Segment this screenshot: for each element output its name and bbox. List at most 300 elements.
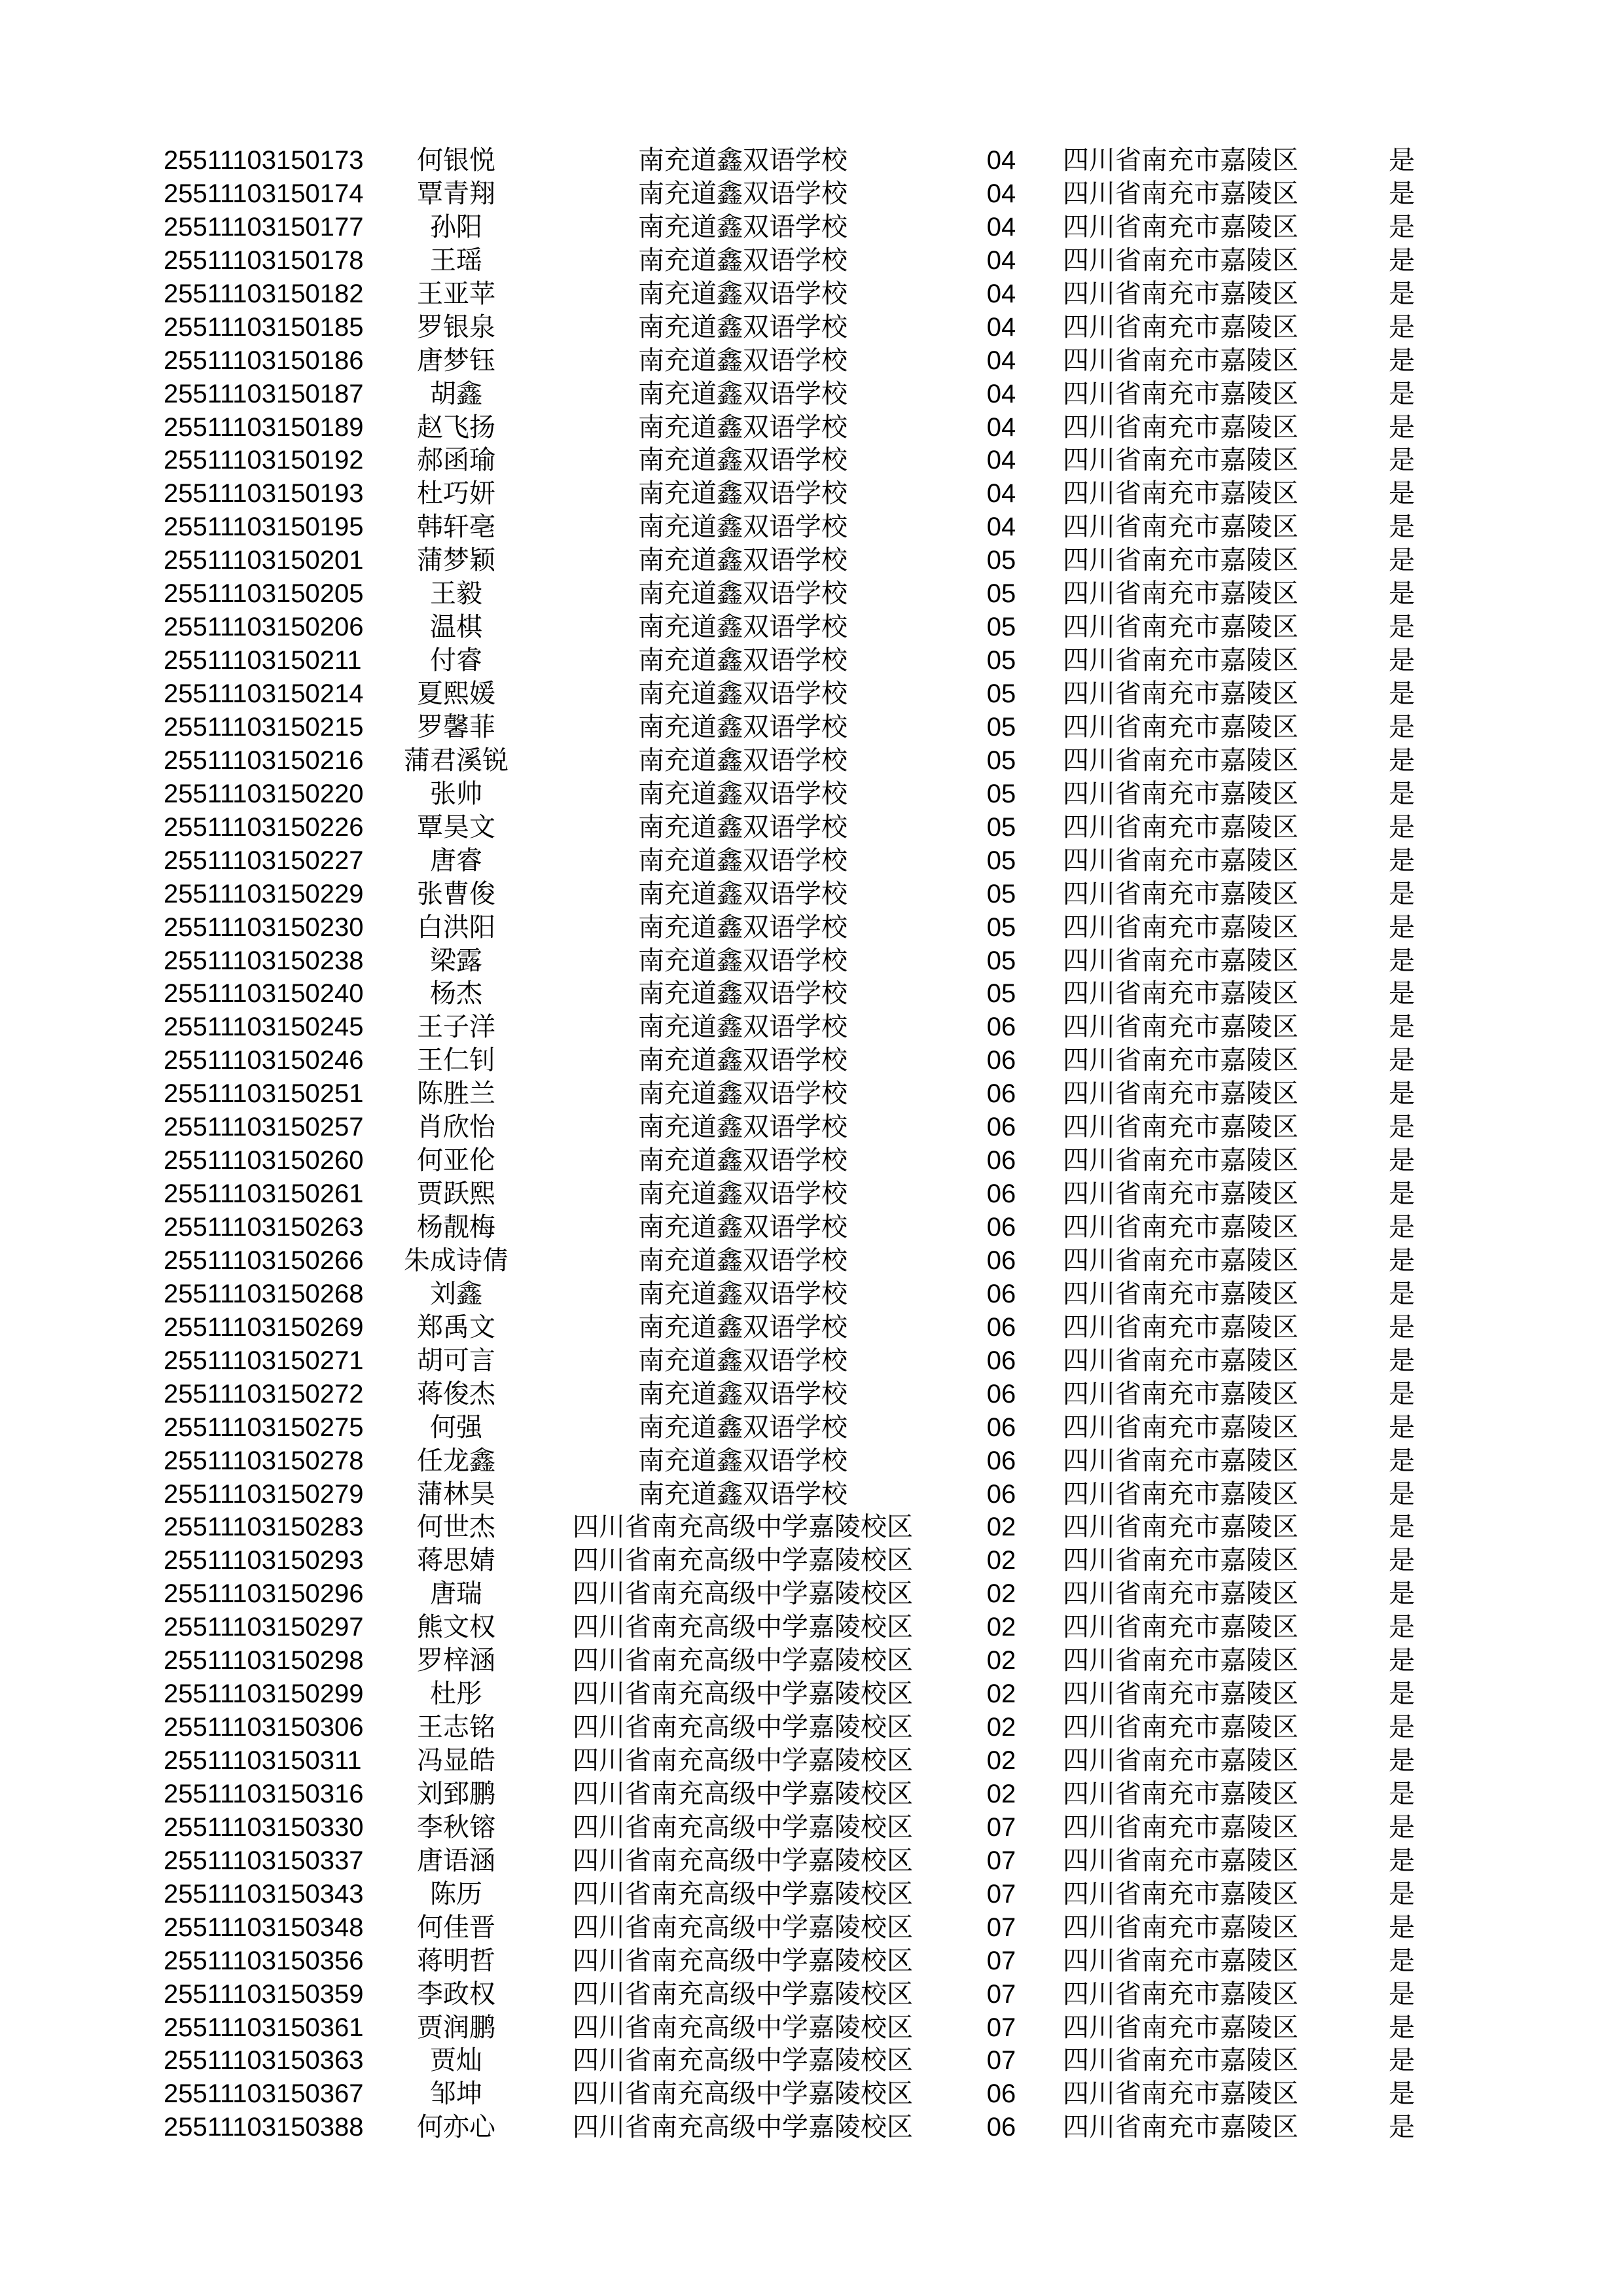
student-list-table [0, 144, 1623, 2144]
student-id: 25511103150174 [164, 179, 364, 208]
student-id: 25511103150226 [164, 812, 364, 842]
table-row [0, 811, 1623, 844]
table-row [0, 2111, 1623, 2144]
eligibility-flag: 是 [1389, 312, 1415, 342]
region: 四川省南充市嘉陵区 [1063, 1346, 1298, 1375]
student-name: 贾跃熙 [417, 1179, 495, 1209]
eligibility-flag: 是 [1389, 1312, 1415, 1342]
region: 四川省南充市嘉陵区 [1063, 1979, 1298, 2009]
grade-code: 04 [986, 446, 1016, 475]
grade-code: 06 [986, 1046, 1016, 1075]
student-id: 25511103150388 [164, 2113, 364, 2142]
student-name: 韩轩亳 [417, 512, 495, 542]
school-name: 南充道鑫双语学校 [638, 479, 847, 509]
student-name: 郝函瑜 [417, 446, 495, 475]
eligibility-flag: 是 [1389, 745, 1415, 775]
school-name: 南充道鑫双语学校 [638, 1412, 847, 1442]
school-name: 南充道鑫双语学校 [638, 146, 847, 175]
table-row [0, 544, 1623, 577]
eligibility-flag: 是 [1389, 712, 1415, 742]
student-id: 25511103150215 [164, 712, 364, 742]
student-id: 25511103150283 [164, 1513, 364, 1542]
student-name: 何世杰 [417, 1513, 495, 1542]
school-name: 四川省南充高级中学嘉陵校区 [573, 1846, 913, 1875]
table-row [0, 611, 1623, 644]
grade-code: 06 [986, 2079, 1016, 2109]
student-id: 25511103150246 [164, 1046, 364, 1075]
eligibility-flag: 是 [1389, 2079, 1415, 2109]
region: 四川省南充市嘉陵区 [1063, 1679, 1298, 1709]
table-row [0, 711, 1623, 744]
student-id: 25511103150269 [164, 1312, 364, 1342]
student-name: 王志铭 [417, 1713, 495, 1742]
student-name: 李政权 [417, 1979, 495, 2009]
student-id: 25511103150263 [164, 1213, 364, 1242]
table-row [0, 144, 1623, 177]
table-row [0, 1978, 1623, 2011]
school-name: 南充道鑫双语学校 [638, 245, 847, 275]
table-row [0, 644, 1623, 677]
eligibility-flag: 是 [1389, 2013, 1415, 2042]
eligibility-flag: 是 [1389, 812, 1415, 842]
eligibility-flag: 是 [1389, 546, 1415, 575]
region: 四川省南充市嘉陵区 [1063, 1546, 1298, 1575]
eligibility-flag: 是 [1389, 1846, 1415, 1875]
table-row [0, 244, 1623, 278]
grade-code: 06 [986, 1146, 1016, 1175]
region: 四川省南充市嘉陵区 [1063, 1846, 1298, 1875]
school-name: 南充道鑫双语学校 [638, 679, 847, 708]
eligibility-flag: 是 [1389, 1146, 1415, 1175]
table-row [0, 1711, 1623, 1744]
grade-code: 06 [986, 1479, 1016, 1509]
region: 四川省南充市嘉陵区 [1063, 1479, 1298, 1509]
student-id: 25511103150185 [164, 312, 364, 342]
table-row [0, 911, 1623, 944]
eligibility-flag: 是 [1389, 1279, 1415, 1308]
region: 四川省南充市嘉陵区 [1063, 412, 1298, 442]
student-name: 李秋镕 [417, 1812, 495, 1842]
table-row [0, 1811, 1623, 1844]
region: 四川省南充市嘉陵区 [1063, 546, 1298, 575]
student-id: 25511103150293 [164, 1546, 364, 1575]
eligibility-flag: 是 [1389, 1646, 1415, 1676]
school-name: 南充道鑫双语学校 [638, 946, 847, 975]
student-id: 25511103150260 [164, 1146, 364, 1175]
grade-code: 05 [986, 912, 1016, 942]
school-name: 四川省南充高级中学嘉陵校区 [573, 1513, 913, 1542]
school-name: 南充道鑫双语学校 [638, 1013, 847, 1042]
region: 四川省南充市嘉陵区 [1063, 613, 1298, 642]
region: 四川省南充市嘉陵区 [1063, 879, 1298, 908]
student-name: 唐语涵 [417, 1846, 495, 1875]
school-name: 南充道鑫双语学校 [638, 1279, 847, 1308]
region: 四川省南充市嘉陵区 [1063, 479, 1298, 509]
region: 四川省南充市嘉陵区 [1063, 245, 1298, 275]
grade-code: 05 [986, 646, 1016, 675]
region: 四川省南充市嘉陵区 [1063, 512, 1298, 542]
grade-code: 05 [986, 613, 1016, 642]
region: 四川省南充市嘉陵区 [1063, 1246, 1298, 1275]
student-name: 覃青翔 [417, 179, 495, 208]
student-id: 25511103150189 [164, 412, 364, 442]
student-name: 唐瑞 [430, 1579, 482, 1609]
table-row [0, 778, 1623, 811]
region: 四川省南充市嘉陵区 [1063, 379, 1298, 408]
eligibility-flag: 是 [1389, 1013, 1415, 1042]
school-name: 四川省南充高级中学嘉陵校区 [573, 2113, 913, 2142]
table-row [0, 878, 1623, 911]
student-id: 25511103150330 [164, 1812, 364, 1842]
student-name: 何佳晋 [417, 1912, 495, 1942]
grade-code: 05 [986, 946, 1016, 975]
student-id: 25511103150240 [164, 979, 364, 1009]
eligibility-flag: 是 [1389, 346, 1415, 375]
grade-code: 02 [986, 1746, 1016, 1775]
student-name: 邹坤 [430, 2079, 482, 2109]
student-id: 25511103150220 [164, 779, 364, 808]
student-id: 25511103150297 [164, 1613, 364, 1642]
grade-code: 04 [986, 412, 1016, 442]
table-row [0, 411, 1623, 444]
eligibility-flag: 是 [1389, 1513, 1415, 1542]
student-name: 罗馨菲 [417, 712, 495, 742]
table-row [0, 278, 1623, 311]
table-row [0, 1044, 1623, 1077]
school-name: 南充道鑫双语学校 [638, 312, 847, 342]
eligibility-flag: 是 [1389, 1379, 1415, 1408]
school-name: 南充道鑫双语学校 [638, 279, 847, 308]
table-row [0, 744, 1623, 778]
student-id: 25511103150299 [164, 1679, 364, 1709]
eligibility-flag: 是 [1389, 479, 1415, 509]
grade-code: 07 [986, 1879, 1016, 1909]
student-id: 25511103150238 [164, 946, 364, 975]
student-id: 25511103150245 [164, 1013, 364, 1042]
school-name: 四川省南充高级中学嘉陵校区 [573, 2013, 913, 2042]
eligibility-flag: 是 [1389, 1213, 1415, 1242]
eligibility-flag: 是 [1389, 245, 1415, 275]
table-row [0, 844, 1623, 878]
school-name: 四川省南充高级中学嘉陵校区 [573, 2046, 913, 2075]
grade-code: 04 [986, 279, 1016, 308]
school-name: 南充道鑫双语学校 [638, 346, 847, 375]
grade-code: 05 [986, 712, 1016, 742]
grade-code: 06 [986, 1113, 1016, 1142]
grade-code: 05 [986, 546, 1016, 575]
table-row [0, 1544, 1623, 1577]
student-id: 25511103150182 [164, 279, 364, 308]
region: 四川省南充市嘉陵区 [1063, 712, 1298, 742]
student-name: 刘鑫 [430, 1279, 482, 1308]
table-row [0, 1611, 1623, 1644]
student-id: 25511103150177 [164, 212, 364, 242]
region: 四川省南充市嘉陵区 [1063, 1713, 1298, 1742]
region: 四川省南充市嘉陵区 [1063, 1013, 1298, 1042]
eligibility-flag: 是 [1389, 1046, 1415, 1075]
student-id: 25511103150261 [164, 1179, 364, 1209]
region: 四川省南充市嘉陵区 [1063, 2046, 1298, 2075]
student-name: 杨杰 [430, 979, 482, 1009]
student-name: 夏熙媛 [417, 679, 495, 708]
region: 四川省南充市嘉陵区 [1063, 1179, 1298, 1209]
student-id: 25511103150216 [164, 745, 364, 775]
table-row [0, 177, 1623, 211]
grade-code: 04 [986, 379, 1016, 408]
student-name: 覃昊文 [417, 812, 495, 842]
region: 四川省南充市嘉陵区 [1063, 679, 1298, 708]
grade-code: 05 [986, 812, 1016, 842]
student-id: 25511103150279 [164, 1479, 364, 1509]
student-name: 熊文权 [417, 1613, 495, 1642]
student-id: 25511103150186 [164, 346, 364, 375]
student-id: 25511103150230 [164, 912, 364, 942]
region: 四川省南充市嘉陵区 [1063, 2013, 1298, 2042]
grade-code: 02 [986, 1513, 1016, 1542]
table-row [0, 1444, 1623, 1478]
grade-code: 05 [986, 979, 1016, 1009]
region: 四川省南充市嘉陵区 [1063, 1613, 1298, 1642]
grade-code: 06 [986, 1346, 1016, 1375]
eligibility-flag: 是 [1389, 446, 1415, 475]
school-name: 南充道鑫双语学校 [638, 1312, 847, 1342]
student-name: 冯显皓 [417, 1746, 495, 1775]
table-row [0, 1077, 1623, 1111]
student-id: 25511103150356 [164, 1946, 364, 1975]
eligibility-flag: 是 [1389, 1946, 1415, 1975]
grade-code: 05 [986, 579, 1016, 609]
student-name: 朱成诗倩 [404, 1246, 508, 1275]
school-name: 南充道鑫双语学校 [638, 812, 847, 842]
student-name: 何银悦 [417, 146, 495, 175]
student-id: 25511103150201 [164, 546, 364, 575]
table-row [0, 1945, 1623, 1978]
table-row [0, 677, 1623, 711]
region: 四川省南充市嘉陵区 [1063, 1879, 1298, 1909]
grade-code: 06 [986, 1446, 1016, 1475]
student-id: 25511103150268 [164, 1279, 364, 1308]
eligibility-flag: 是 [1389, 1912, 1415, 1942]
region: 四川省南充市嘉陵区 [1063, 1213, 1298, 1242]
region: 四川省南充市嘉陵区 [1063, 212, 1298, 242]
student-name: 何亦心 [417, 2113, 495, 2142]
school-name: 南充道鑫双语学校 [638, 179, 847, 208]
school-name: 南充道鑫双语学校 [638, 712, 847, 742]
grade-code: 07 [986, 1946, 1016, 1975]
school-name: 南充道鑫双语学校 [638, 379, 847, 408]
student-id: 25511103150306 [164, 1713, 364, 1742]
grade-code: 02 [986, 1646, 1016, 1676]
school-name: 南充道鑫双语学校 [638, 546, 847, 575]
table-row [0, 1677, 1623, 1711]
grade-code: 06 [986, 1379, 1016, 1408]
school-name: 南充道鑫双语学校 [638, 646, 847, 675]
table-row [0, 2044, 1623, 2077]
grade-code: 07 [986, 1846, 1016, 1875]
eligibility-flag: 是 [1389, 2046, 1415, 2075]
table-row [0, 944, 1623, 978]
student-name: 张帅 [430, 779, 482, 808]
school-name: 南充道鑫双语学校 [638, 1179, 847, 1209]
eligibility-flag: 是 [1389, 779, 1415, 808]
student-name: 何强 [430, 1412, 482, 1442]
eligibility-flag: 是 [1389, 1812, 1415, 1842]
student-name: 蒲梦颖 [417, 546, 495, 575]
student-name: 王瑶 [430, 245, 482, 275]
school-name: 南充道鑫双语学校 [638, 613, 847, 642]
school-name: 南充道鑫双语学校 [638, 1379, 847, 1408]
school-name: 南充道鑫双语学校 [638, 1246, 847, 1275]
region: 四川省南充市嘉陵区 [1063, 1579, 1298, 1609]
table-row [0, 577, 1623, 611]
student-id: 25511103150271 [164, 1346, 364, 1375]
grade-code: 07 [986, 2013, 1016, 2042]
student-id: 25511103150193 [164, 479, 364, 509]
student-name: 王毅 [430, 579, 482, 609]
grade-code: 06 [986, 1079, 1016, 1109]
student-id: 25511103150343 [164, 1879, 364, 1909]
eligibility-flag: 是 [1389, 946, 1415, 975]
student-id: 25511103150337 [164, 1846, 364, 1875]
school-name: 南充道鑫双语学校 [638, 1213, 847, 1242]
table-row [0, 1244, 1623, 1278]
grade-code: 04 [986, 312, 1016, 342]
student-name: 王子洋 [417, 1013, 495, 1042]
eligibility-flag: 是 [1389, 679, 1415, 708]
student-name: 陈胜兰 [417, 1079, 495, 1109]
table-row [0, 1144, 1623, 1177]
student-name: 杜彤 [430, 1679, 482, 1709]
eligibility-flag: 是 [1389, 579, 1415, 609]
table-row [0, 511, 1623, 544]
region: 四川省南充市嘉陵区 [1063, 1779, 1298, 1808]
grade-code: 06 [986, 2113, 1016, 2142]
student-name: 罗银泉 [417, 312, 495, 342]
eligibility-flag: 是 [1389, 1179, 1415, 1209]
table-row [0, 477, 1623, 511]
student-id: 25511103150361 [164, 2013, 364, 2042]
student-id: 25511103150178 [164, 245, 364, 275]
school-name: 南充道鑫双语学校 [638, 1079, 847, 1109]
region: 四川省南充市嘉陵区 [1063, 579, 1298, 609]
grade-code: 06 [986, 1179, 1016, 1209]
eligibility-flag: 是 [1389, 212, 1415, 242]
eligibility-flag: 是 [1389, 646, 1415, 675]
grade-code: 04 [986, 212, 1016, 242]
region: 四川省南充市嘉陵区 [1063, 312, 1298, 342]
eligibility-flag: 是 [1389, 846, 1415, 875]
student-id: 25511103150187 [164, 379, 364, 408]
student-name: 蒋俊杰 [417, 1379, 495, 1408]
region: 四川省南充市嘉陵区 [1063, 1279, 1298, 1308]
region: 四川省南充市嘉陵区 [1063, 179, 1298, 208]
grade-code: 06 [986, 1279, 1016, 1308]
table-row [0, 2011, 1623, 2045]
region: 四川省南充市嘉陵区 [1063, 1046, 1298, 1075]
table-row [0, 1278, 1623, 1311]
grade-code: 05 [986, 745, 1016, 775]
region: 四川省南充市嘉陵区 [1063, 1946, 1298, 1975]
student-id: 25511103150278 [164, 1446, 364, 1475]
student-id: 25511103150214 [164, 679, 364, 708]
student-name: 蒲君溪锐 [404, 745, 508, 775]
region: 四川省南充市嘉陵区 [1063, 1312, 1298, 1342]
eligibility-flag: 是 [1389, 1113, 1415, 1142]
school-name: 四川省南充高级中学嘉陵校区 [573, 1879, 913, 1909]
eligibility-flag: 是 [1389, 1412, 1415, 1442]
eligibility-flag: 是 [1389, 1979, 1415, 2009]
table-row [0, 1478, 1623, 1511]
grade-code: 05 [986, 879, 1016, 908]
school-name: 四川省南充高级中学嘉陵校区 [573, 1912, 913, 1942]
grade-code: 04 [986, 346, 1016, 375]
grade-code: 04 [986, 479, 1016, 509]
eligibility-flag: 是 [1389, 1579, 1415, 1609]
school-name: 四川省南充高级中学嘉陵校区 [573, 1779, 913, 1808]
region: 四川省南充市嘉陵区 [1063, 1113, 1298, 1142]
eligibility-flag: 是 [1389, 412, 1415, 442]
student-id: 25511103150311 [164, 1746, 362, 1775]
student-id: 25511103150363 [164, 2046, 364, 2075]
grade-code: 05 [986, 779, 1016, 808]
student-name: 白洪阳 [417, 912, 495, 942]
table-row [0, 1778, 1623, 1811]
grade-code: 04 [986, 512, 1016, 542]
student-name: 何亚伦 [417, 1146, 495, 1175]
grade-code: 07 [986, 1812, 1016, 1842]
school-name: 南充道鑫双语学校 [638, 212, 847, 242]
student-id: 25511103150275 [164, 1412, 364, 1442]
school-name: 四川省南充高级中学嘉陵校区 [573, 1546, 913, 1575]
region: 四川省南充市嘉陵区 [1063, 446, 1298, 475]
eligibility-flag: 是 [1389, 1346, 1415, 1375]
student-name: 贾润鹏 [417, 2013, 495, 2042]
student-id: 25511103150296 [164, 1579, 364, 1609]
region: 四川省南充市嘉陵区 [1063, 1513, 1298, 1542]
grade-code: 04 [986, 245, 1016, 275]
region: 四川省南充市嘉陵区 [1063, 346, 1298, 375]
student-name: 王亚苹 [417, 279, 495, 308]
grade-code: 02 [986, 1613, 1016, 1642]
school-name: 四川省南充高级中学嘉陵校区 [573, 1579, 913, 1609]
eligibility-flag: 是 [1389, 979, 1415, 1009]
school-name: 南充道鑫双语学校 [638, 979, 847, 1009]
school-name: 四川省南充高级中学嘉陵校区 [573, 1679, 913, 1709]
region: 四川省南充市嘉陵区 [1063, 1379, 1298, 1408]
grade-code: 02 [986, 1579, 1016, 1609]
student-id: 25511103150272 [164, 1379, 364, 1408]
table-row [0, 1644, 1623, 1677]
table-row [0, 1411, 1623, 1444]
student-id: 25511103150205 [164, 579, 364, 609]
student-name: 贾灿 [430, 2046, 482, 2075]
region: 四川省南充市嘉陵区 [1063, 1912, 1298, 1942]
student-name: 罗梓涵 [417, 1646, 495, 1676]
student-name: 郑禹文 [417, 1312, 495, 1342]
eligibility-flag: 是 [1389, 1613, 1415, 1642]
grade-code: 06 [986, 1412, 1016, 1442]
student-name: 任龙鑫 [417, 1446, 495, 1475]
school-name: 四川省南充高级中学嘉陵校区 [573, 2079, 913, 2109]
student-name: 杨靓梅 [417, 1213, 495, 1242]
student-id: 25511103150192 [164, 446, 364, 475]
student-name: 孙阳 [430, 212, 482, 242]
table-row [0, 2077, 1623, 2111]
eligibility-flag: 是 [1389, 912, 1415, 942]
school-name: 南充道鑫双语学校 [638, 745, 847, 775]
grade-code: 06 [986, 1213, 1016, 1242]
school-name: 南充道鑫双语学校 [638, 912, 847, 942]
